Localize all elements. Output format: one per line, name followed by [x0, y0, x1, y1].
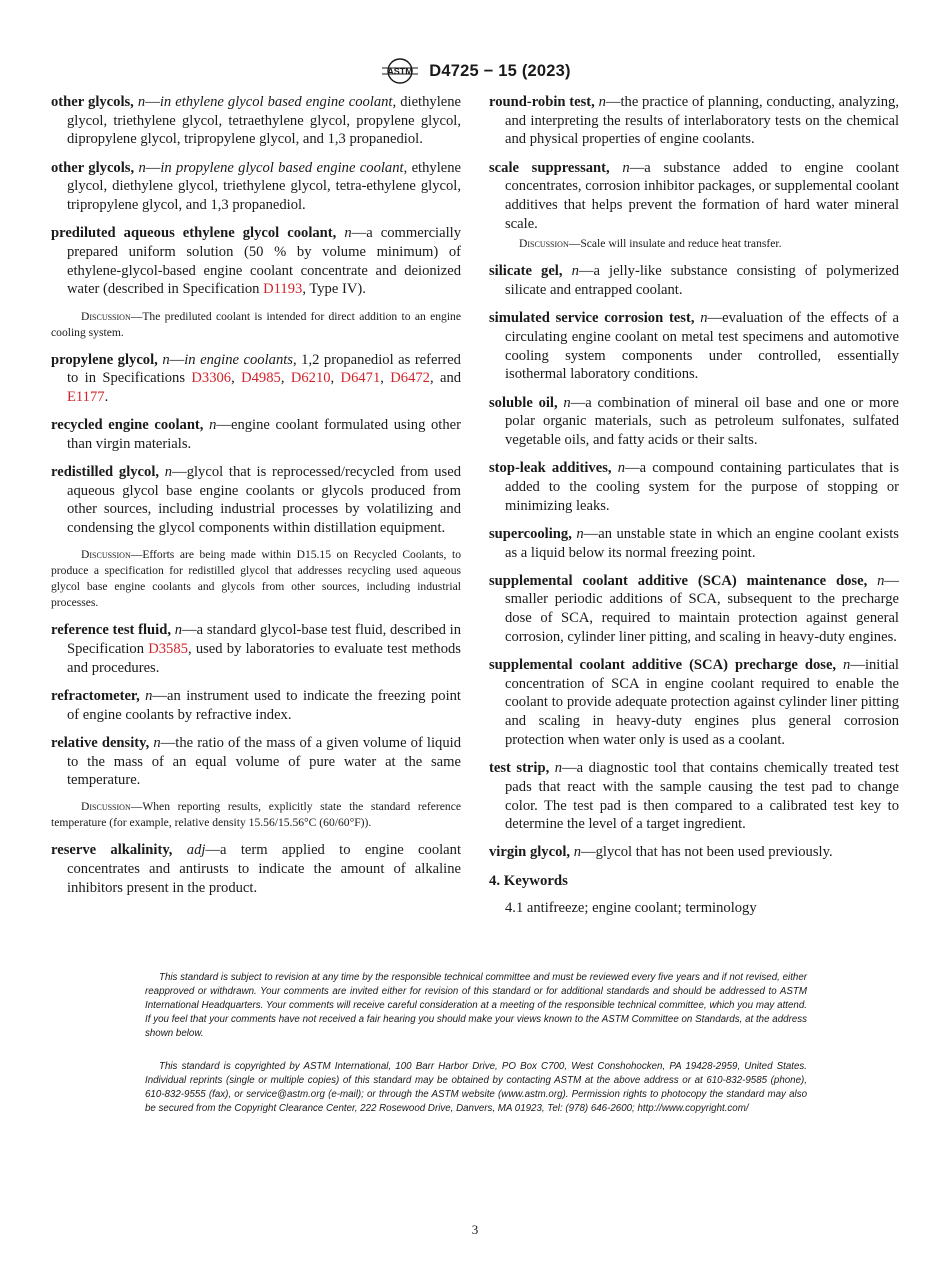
page-header: [0, 58, 950, 84]
svg-text:ASTM: ASTM: [387, 66, 414, 77]
discussion-scale: Discussion—Scale will insulate and reduce heat transfer.: [519, 237, 782, 251]
definition-redistilled-glycol: redistilled glycol, n—glycol that is reprocessed/recycled from used aqueous glycol base engine coolants or glycols produced from other sources, including industrial processes by volatilizing and condensing the glycol components within distillation equipment.: [51, 464, 461, 537]
definition-reserve-alkalinity: reserve alkalinity, adj—a term applied to engine coolant concentrates and antirusts to indicate the amount of alkaline inhibitors present in the product.: [51, 842, 462, 896]
keywords-text: 4.1 antifreeze; engine coolant; terminology: [505, 900, 757, 917]
right-column: [489, 93, 899, 918]
definition-recycled-engine-coolant: recycled engine coolant, n—engine coolant formulated using other than virgin materials.: [51, 417, 461, 452]
left-column: [51, 93, 461, 907]
ref-link-d3306[interactable]: D3306: [191, 370, 232, 387]
definition-sca-maintenance-dose: supplemental coolant additive (SCA) maintenance dose, n—smaller periodic additions of SCA, subsequent to the precharge dose of SCA, required to maintain protection against general corrosion, cylinder liner pitting, and scaling in heavy-duty engines.: [489, 572, 899, 645]
ref-link-d4985[interactable]: D4985: [241, 370, 281, 387]
definition-scale-suppressant: scale suppressant, n—a substance added to engine coolant concentrates, corrosion inhibitor packages, or supplemental coolant additives that helps prevent the formation of hard water mineral scale.: [489, 159, 900, 232]
ref-link-d1193[interactable]: D1193: [263, 281, 303, 298]
definition-silicate-gel: silicate gel, n—a jelly-like substance consisting of polymerized silicate and entrapped coolant.: [489, 263, 900, 299]
discussion-relative-density: Discussion—When reporting results, explicitly state the standard reference temperature (for example, relative density 15.56/15.56°C (60/60°F)).: [51, 800, 461, 830]
definition-reference-test-fluid: reference test fluid, n—a standard glycol-base test fluid, described in Specification D3585, used by laboratories to evaluate test methods and procedures.: [51, 622, 461, 676]
page-number: 3: [471, 1222, 479, 1237]
definition-virgin-glycol: virgin glycol, n—glycol that has not been used previously.: [489, 844, 833, 861]
revision-notice: This standard is subject to revision at any time by the responsible technical committee and must be reviewed every five years and if not revised, either reapproved or withdrawn. Your comments are invited either for revision of this standard or for additional standards and should be addressed to ASTM International Headquarters. Your comments will receive careful consideration at a meeting of the responsible technical committee, which you may attend. If you feel that your comments have not received a fair hearing you should make your views known to the ASTM Committee on Standards, at the address shown below.: [145, 972, 807, 1039]
definition-refractometer: refractometer, n—an instrument used to indicate the freezing point of engine coolants by refractive index.: [51, 687, 461, 723]
ref-link-d6471[interactable]: D6471: [340, 370, 381, 387]
definition-test-strip: test strip, n—a diagnostic tool that contains chemically treated test pads that react with the sample causing the test pad to change color. The test pad is then compared to a calibrated test key to determine the level of a target ingredient.: [489, 760, 899, 833]
discussion-redistilled: Discussion—Efforts are being made within D15.15 on Recycled Coolants, to produce a specification for redistilled glycol that addresses recycling used aqueous glycol base engine coolants and glycols from other sources, including industrial processes.: [51, 548, 461, 610]
definition-simulated-service-corrosion-test: simulated service corrosion test, n—evaluation of the effects of a circulating engine coolant on metal test specimens and automotive cooling system components under controlled, essentially isothermal laboratory conditions.: [489, 310, 899, 383]
section-heading-keywords: 4. Keywords: [489, 872, 568, 889]
document-designation: D4725 − 15 (2023): [429, 61, 571, 80]
ref-link-d6210[interactable]: D6210: [290, 370, 331, 387]
definition-sca-precharge-dose: supplemental coolant additive (SCA) precharge dose, n—initial concentration of SCA in engine coolant required to enable the coolant to provide adequate protection against cylinder liner pitting and scaling in heavy-duty engines plus general corrosion protection when water only is used as a coolant.: [489, 657, 899, 748]
definition-propylene-glycol: propylene glycol, n—in engine coolants, 1,2 propanediol as referred to in Specifications D3306, D4985, D6210, D6471, D6472, and E1177.: [51, 351, 462, 405]
ref-link-e1177[interactable]: E1177: [67, 388, 105, 405]
discussion-prediluted: Discussion—The prediluted coolant is intended for direct addition to an engine cooling system.: [51, 309, 461, 339]
definition-other-glycols-ethylene: other glycols, n—in ethylene glycol based engine coolant, diethylene glycol, triethylene glycol, tetraethylene glycol, propylene glycol, dipropylene glycol, tripropylene glycol, and 1,3 propanediol.: [51, 94, 461, 148]
definition-stop-leak-additives: stop-leak additives, n—a compound containing particulates that is added to the cooling system for the purpose of stopping or minimizing leaks.: [489, 460, 899, 514]
definition-prediluted-coolant: prediluted aqueous ethylene glycol coolant, n—a commercially prepared uniform solution (50 % by volume minimum) of ethylene-glycol-based engine coolant concentrate and deionized water (described in Specification D1193, Type IV).: [51, 225, 461, 298]
definition-other-glycols-propylene: other glycols, n—in propylene glycol based engine coolant, ethylene glycol, diethylene glycol, triethylene glycol, tetra-ethylene glycol, tripropylene glycol, and 1,3 propanediol.: [51, 159, 461, 214]
definition-relative-density: relative density, n—the ratio of the mass of a given volume of liquid to the mass of an equal volume of pure water at the same temperature.: [51, 734, 461, 789]
definition-round-robin-test: round-robin test, n—the practice of planning, conducting, analyzing, and interpreting the results of interlaboratory tests on the chemical and physical properties of engine coolants.: [489, 94, 899, 148]
definition-soluble-oil: soluble oil, n—a combination of mineral oil base and one or more polar organic materials, such as petroleum sulfonates, sulfated vegetable oils, and fatty acids or their salts.: [489, 394, 900, 449]
ref-link-d3585[interactable]: D3585: [148, 641, 188, 658]
definition-supercooling: supercooling, n—an unstable state in which an engine coolant exists as a liquid below its normal freezing point.: [489, 525, 899, 561]
copyright-notice: This standard is copyrighted by ASTM International, 100 Barr Harbor Drive, PO Box C700, West Conshohocken, PA 19428-2959, United States. Individual reprints (single or multiple copies) of this standard may be obtained by contacting ASTM at the above address or at 610-832-9585 (phone), 610-832-9555 (fax), or service@astm.org (e-mail); or through the ASTM website (www.astm.org). Permission rights to photocopy the standard may also be secured from the Copyright Clearance Center, 222 Rosewood Drive, Danvers, MA 01923, Tel: (978) 646-2600; http://www.copyright.com/: [145, 1061, 807, 1114]
astm-logo-icon: [379, 58, 421, 84]
ref-link-d6472[interactable]: D6472: [390, 370, 430, 387]
